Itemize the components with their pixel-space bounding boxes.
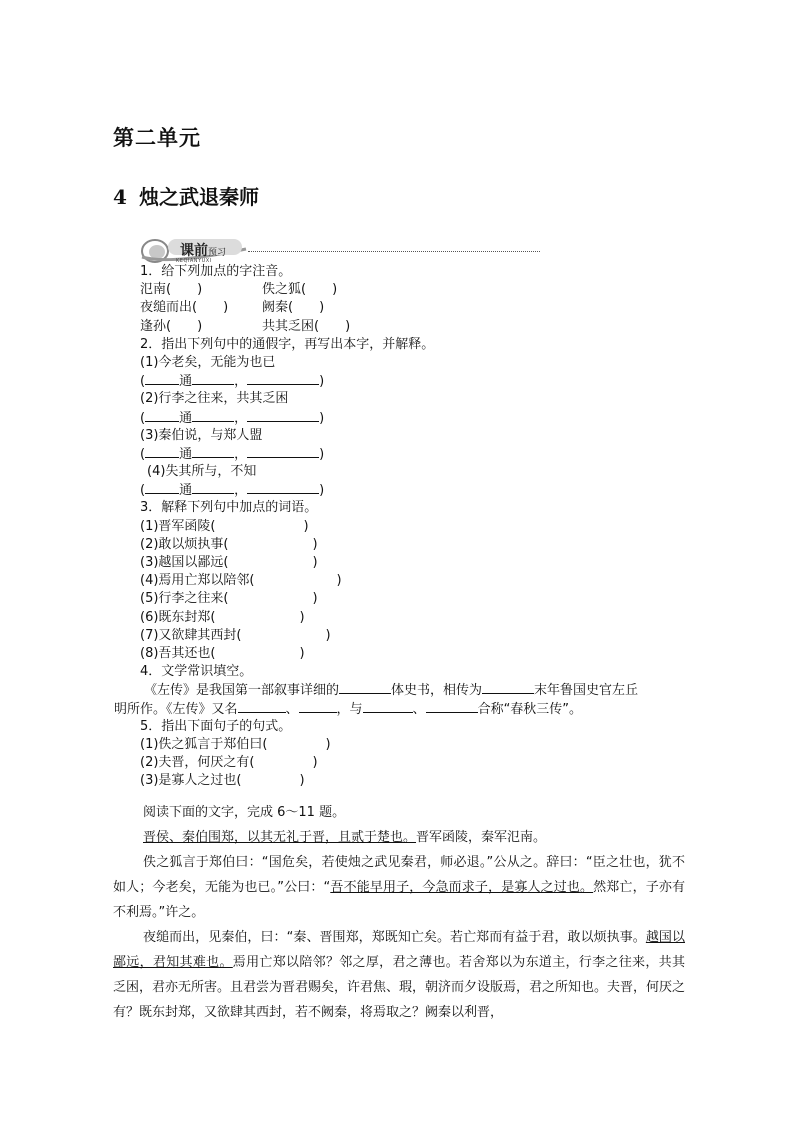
banner-pinyin: KEQIANYUXI <box>176 258 212 264</box>
lesson-title <box>113 181 259 210</box>
banner-title: 课前预习 <box>180 243 227 259</box>
q3-item: (1)晋军函陵( ) <box>140 518 309 534</box>
q3-item: (5)行李之往来( ) <box>140 591 318 607</box>
q3-item: (2)敢以烦执事( ) <box>140 536 318 552</box>
q5-item: (1)佚之狐言于郑伯曰( ) <box>140 736 331 752</box>
q2-answer-blanks: ( 通 ， ) <box>140 446 325 462</box>
q3-stem: 3．解释下列句中加点的词语。 <box>140 500 318 516</box>
q2-item: (1)今老矣，无能为也已 <box>140 354 276 370</box>
banner-dotted-line <box>248 251 540 252</box>
lesson-name: 烛之武退秦师 <box>139 185 259 209</box>
reading-passage <box>113 800 685 1025</box>
q3-item: (3)越国以鄙远( ) <box>140 555 318 570</box>
q2-answer-blanks: ( 通 ， ) <box>140 483 325 499</box>
q2-answer-blanks: ( 通 ， ) <box>140 374 325 390</box>
q1-row: 氾南( ) 佚之狐( ) <box>140 282 338 298</box>
q5-item: (2)夫晋，何厌之有( ) <box>140 755 318 771</box>
unit-title: 第二单元 <box>113 125 201 150</box>
q3-item: (4)焉用亡郑以陪邻( ) <box>140 573 342 589</box>
passage-paragraph: 夜缒而出，见秦伯，曰：“秦、晋围郑，郑既知亡矣。若亡郑而有益于君，敢以烦执事。越国以鄙远，君知其难也。焉用亡郑以陪邻？邻之厚，君之薄也。若舍郑以为东道主，行李之往来，共其乏困，君亦无所害。且君尝为晋君赐矣，许君焦、瑕，朝济而夕设版焉，君之所知也。夫晋，何厌之有？既东封郑，又欲肆其西封，若不阙秦，将焉取之？阙秦以利晋， <box>113 930 686 1020</box>
q4-stem: 4．文学常识填空。 <box>140 664 253 680</box>
exercises <box>114 263 700 790</box>
passage-paragraph: 佚之狐言于郑伯曰：“国危矣，若使烛之武见秦君，师必退。”公从之。辞曰：“臣之壮也，犹不如人；今老矣，无能为也已。”公曰：“吾不能早用子，今急而求子，是寡人之过也。然郑亡，子亦有不利焉。”许之。 <box>113 855 685 920</box>
q2-stem: 2．指出下列句中的通假字，再写出本字，并解释。 <box>140 336 435 352</box>
q5-item: (3)是寡人之过也( ) <box>140 773 305 789</box>
passage-paragraph: 晋侯、秦伯围郑，以其无礼于晋，且贰于楚也。晋军函陵，秦军氾南。 <box>143 830 547 845</box>
q2-answer-blanks: ( 通 ， ) <box>140 410 325 426</box>
q4-line: 明所作。《左传》又名 、 ，与 、 合称“春秋三传”。 <box>114 701 583 717</box>
q4-line: 《左传》是我国第一部叙事详细的 体史书，相传为 末年鲁国史官左丘 <box>144 683 639 699</box>
q3-item: (6)既东封郑( ) <box>140 609 305 625</box>
q3-item: (7)又欲肆其西封( ) <box>140 627 331 643</box>
q1-stem: 1．给下列加点的字注音。 <box>140 264 292 279</box>
q2-item: (4)失其所与，不知 <box>147 464 257 480</box>
q2-item: (2)行李之往来，共其乏困 <box>140 391 289 407</box>
q1-row: 夜缒而出( ) 阙秦( ) <box>140 300 325 316</box>
lesson-number: 4 <box>113 185 127 209</box>
reading-intro: 阅读下面的文字，完成 6～11 题。 <box>143 805 346 820</box>
q2-item: (3)秦伯说，与郑人盟 <box>140 427 263 443</box>
q1-row: 逢孙( ) 共其乏困( ) <box>140 318 351 334</box>
q5-stem: 5．指出下面句子的句式。 <box>140 718 292 734</box>
q3-item: (8)吾其还也( ) <box>140 645 305 661</box>
